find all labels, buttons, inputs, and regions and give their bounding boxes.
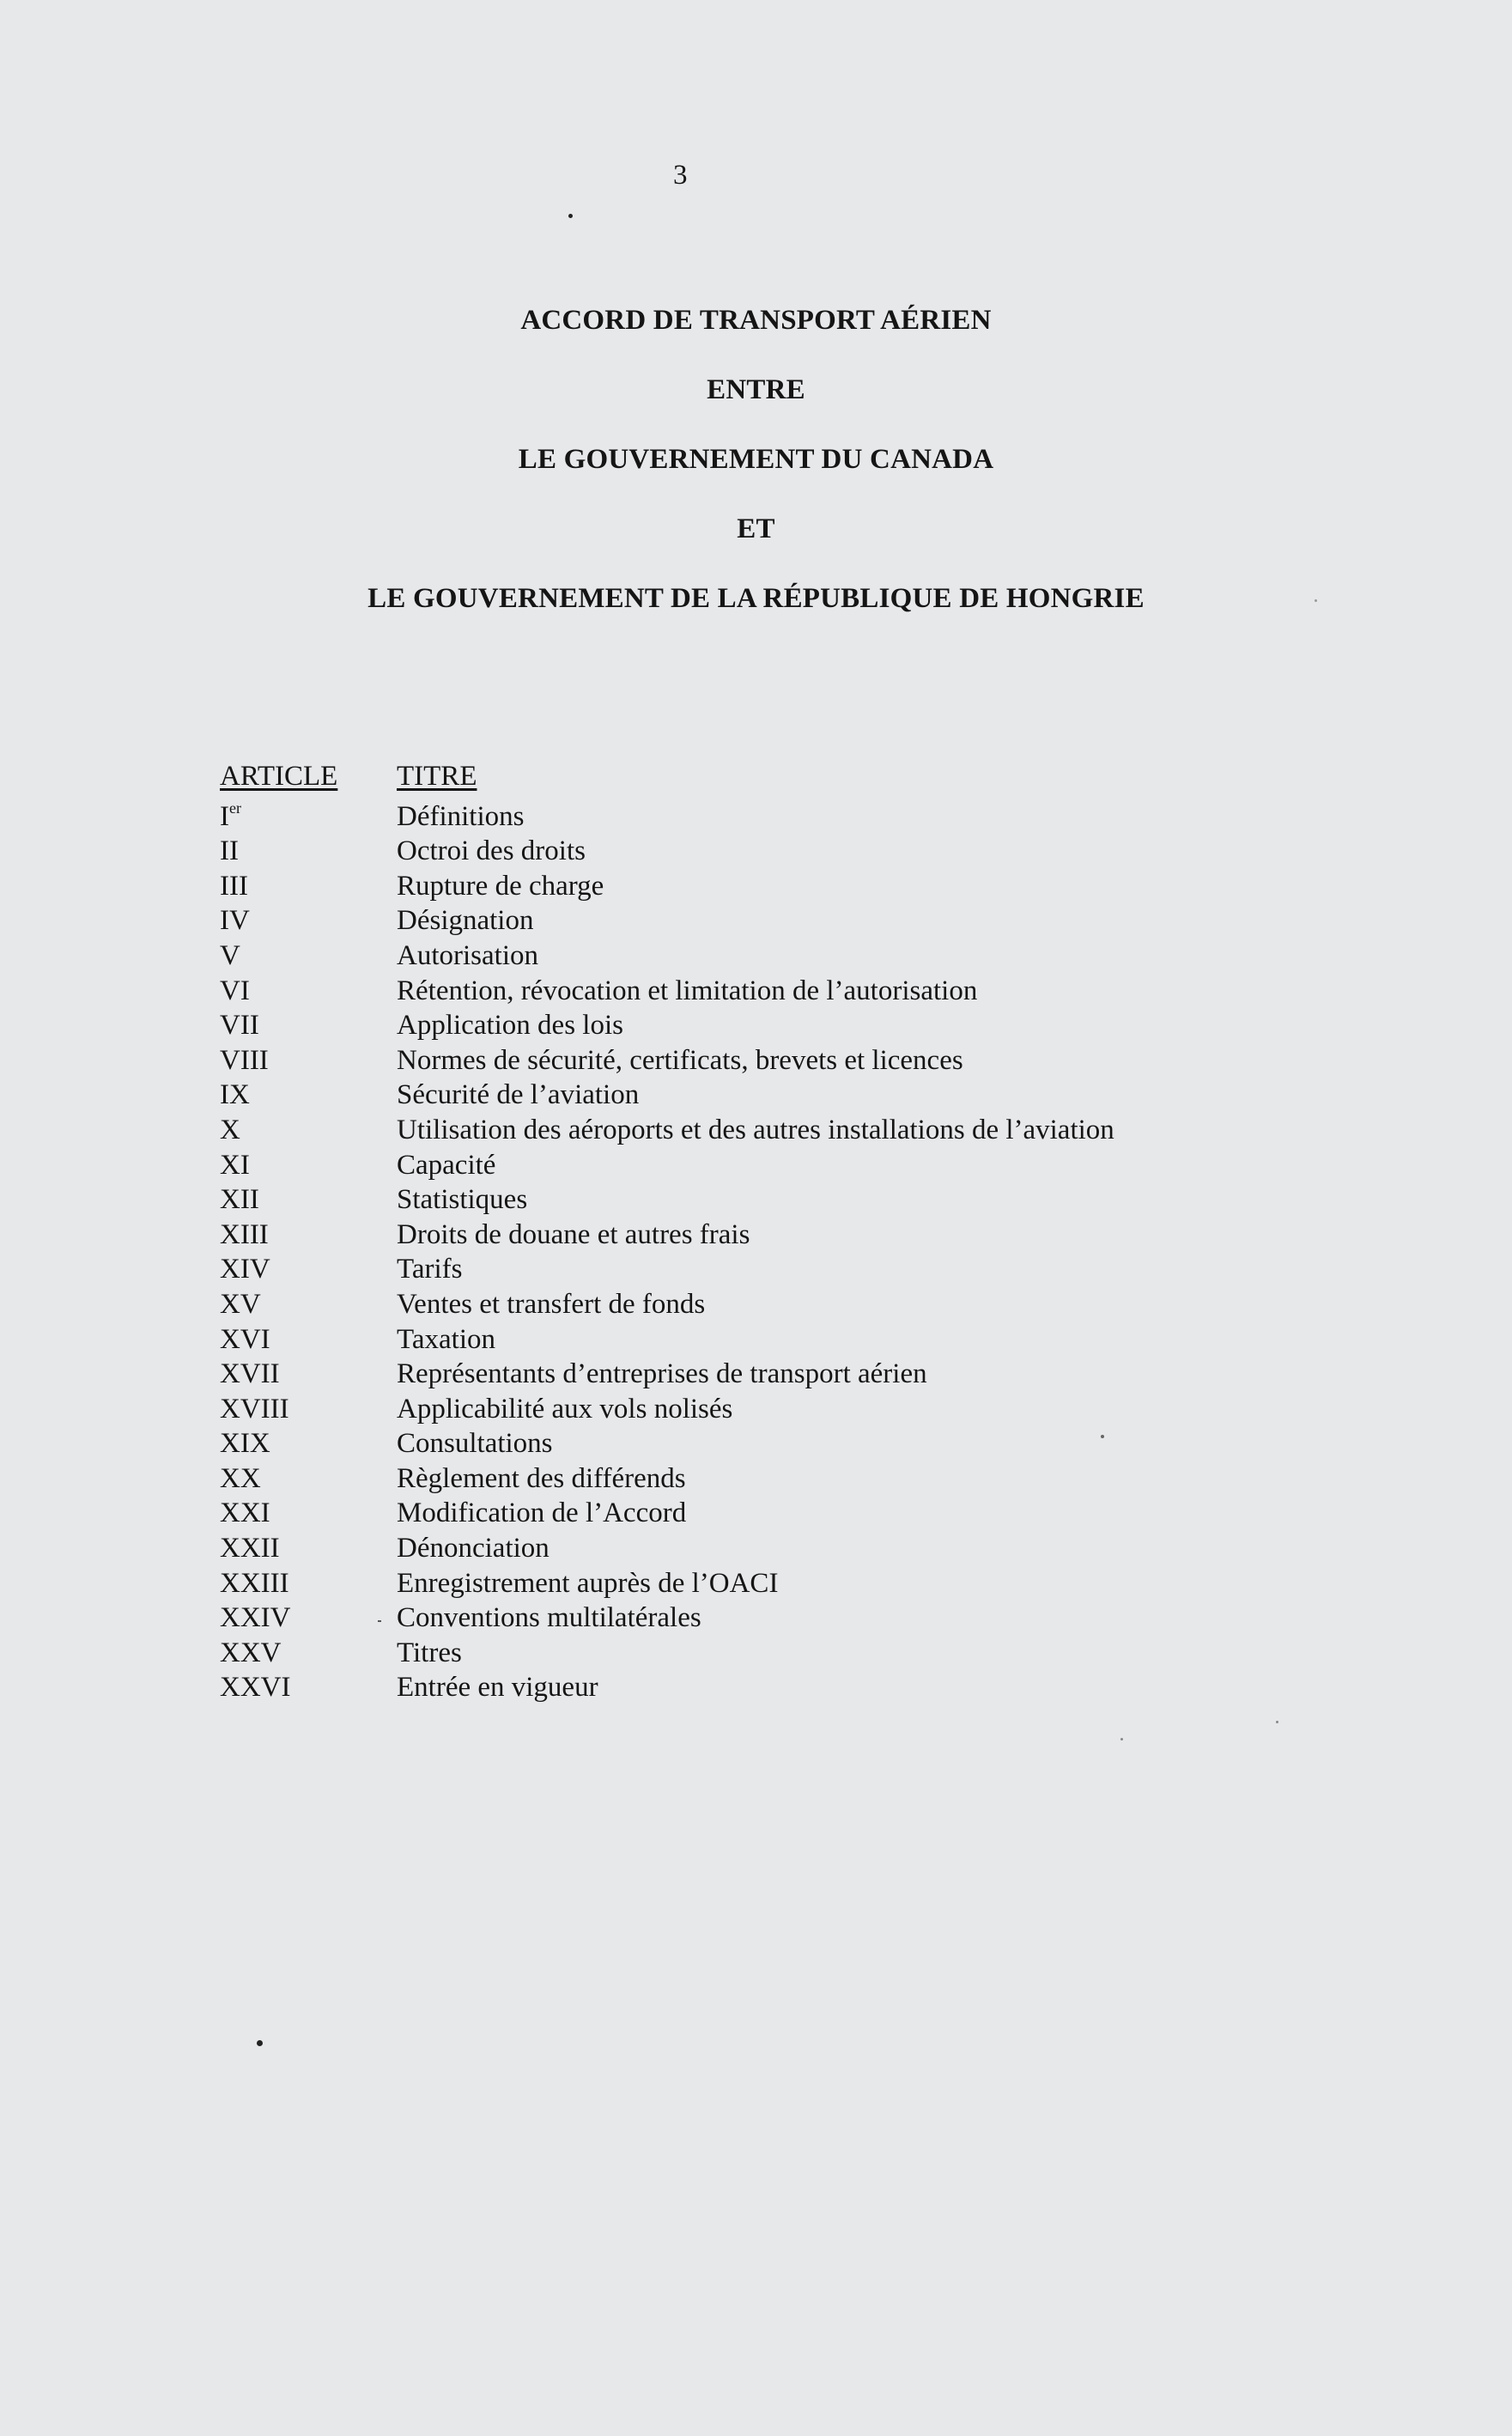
- article-numeral: XVI: [220, 1323, 270, 1355]
- article-numeral: V: [220, 939, 240, 971]
- article-number: [220, 974, 397, 1009]
- article-number: [220, 1601, 397, 1636]
- toc-row: [220, 1357, 1114, 1392]
- article-title: Dénonciation: [397, 1533, 550, 1564]
- title-line-5: LE GOUVERNEMENT DE LA RÉPUBLIQUE DE HONGRIE: [367, 583, 1145, 614]
- toc-row: [220, 1252, 1114, 1287]
- article-title: Rétention, révocation et limitation de l’autorisation: [397, 975, 978, 1006]
- article-title: Ventes et transfert de fonds: [397, 1288, 706, 1320]
- article-numeral: XIV: [220, 1254, 270, 1285]
- article-numeral: XII: [220, 1184, 259, 1216]
- article-number: [220, 1113, 397, 1148]
- article-numeral: XXVI: [220, 1672, 291, 1704]
- article-number: [220, 799, 397, 835]
- article-numeral: XXII: [220, 1533, 280, 1564]
- article-title: Entrée en vigueur: [397, 1672, 598, 1704]
- article-number: [220, 1670, 397, 1705]
- article-number: [220, 939, 397, 974]
- article-title: Octroi des droits: [397, 835, 586, 867]
- article-numeral: XI: [220, 1149, 250, 1181]
- article-title: Autorisation: [397, 939, 538, 971]
- article-number: [220, 834, 397, 869]
- toc-row: [220, 1322, 1114, 1358]
- article-numeral: VII: [220, 1010, 259, 1042]
- toc-row: [220, 939, 1114, 974]
- article-title: Capacité: [397, 1149, 496, 1181]
- article-numeral: VIII: [220, 1044, 269, 1076]
- article-number: [220, 1008, 397, 1043]
- article-title: Définitions: [397, 800, 525, 832]
- toc-row: [220, 1182, 1114, 1218]
- article-number: [220, 1392, 397, 1427]
- article-title: Taxation: [397, 1323, 495, 1355]
- toc-row: [220, 869, 1114, 904]
- toc-row: [220, 903, 1114, 939]
- article-numeral: IV: [220, 905, 250, 937]
- article-number: [220, 1182, 397, 1218]
- article-title: Tarifs: [397, 1254, 463, 1285]
- article-title: Applicabilité aux vols nolisés: [397, 1393, 733, 1425]
- article-title: Normes de sécurité, certificats, brevets et licences: [397, 1044, 963, 1076]
- toc-header-title: TITRE: [397, 761, 477, 792]
- article-title: Statistiques: [397, 1184, 528, 1216]
- article-numeral: XIII: [220, 1218, 269, 1250]
- title-line-1: ACCORD DE TRANSPORT AÉRIEN: [520, 305, 992, 336]
- article-title: Représentants d’entreprises de transport aérien: [397, 1358, 927, 1390]
- speck-mark: [257, 2040, 263, 2046]
- speck-mark: [1120, 1738, 1123, 1740]
- article-title: Utilisation des aéroports et des autres installations de l’aviation: [397, 1114, 1114, 1145]
- title-line-4: ET: [737, 513, 775, 544]
- article-title: Consultations: [397, 1428, 553, 1460]
- article-number: [220, 1531, 397, 1566]
- article-numeral: XX: [220, 1462, 261, 1494]
- toc-row: [220, 1531, 1114, 1566]
- article-number: [220, 1636, 397, 1671]
- article-numeral-suffix: er: [229, 799, 241, 817]
- article-title: Application des lois: [397, 1010, 623, 1042]
- article-number: [220, 1148, 397, 1183]
- toc-row: [220, 1566, 1114, 1601]
- toc-row: [220, 1392, 1114, 1427]
- title-line-2: ENTRE: [707, 374, 805, 405]
- article-numeral: I: [220, 800, 229, 832]
- article-title: Enregistrement auprès de l’OACI: [397, 1567, 779, 1599]
- title-line-3: LE GOUVERNEMENT DU CANADA: [518, 444, 994, 475]
- article-title: Droits de douane et autres frais: [397, 1218, 750, 1250]
- article-numeral: X: [220, 1114, 240, 1145]
- speck-mark: [568, 214, 573, 218]
- article-number: [220, 1426, 397, 1461]
- article-numeral: XXI: [220, 1497, 270, 1529]
- toc-row: [220, 799, 1114, 835]
- article-numeral: XV: [220, 1288, 261, 1320]
- toc-row: [220, 1148, 1114, 1183]
- toc-row: [220, 834, 1114, 869]
- article-number: [220, 1287, 397, 1322]
- toc-row: [220, 1078, 1114, 1113]
- article-numeral: III: [220, 870, 248, 902]
- article-number: [220, 869, 397, 904]
- speck-mark: [1101, 1435, 1104, 1438]
- article-number: [220, 1252, 397, 1287]
- article-number: [220, 1322, 397, 1358]
- article-number: [220, 1043, 397, 1078]
- article-numeral: XVII: [220, 1358, 280, 1390]
- article-title: Titres: [397, 1637, 462, 1668]
- toc-header-article: [220, 759, 397, 794]
- article-numeral: XIX: [220, 1428, 270, 1460]
- article-number: [220, 1218, 397, 1253]
- article-number: [220, 903, 397, 939]
- article-numeral: XXIII: [220, 1567, 289, 1599]
- article-numeral: VI: [220, 975, 250, 1006]
- article-title: Désignation: [397, 905, 534, 937]
- article-numeral: XVIII: [220, 1393, 289, 1425]
- article-title: Rupture de charge: [397, 870, 604, 902]
- article-number: [220, 1496, 397, 1531]
- toc-row: [220, 1461, 1114, 1497]
- toc-row: [220, 1218, 1114, 1253]
- article-numeral: XXV: [220, 1637, 282, 1668]
- article-title: Règlement des différends: [397, 1462, 686, 1494]
- toc-row: [220, 1670, 1114, 1705]
- toc-row: [220, 1636, 1114, 1671]
- toc-row: [220, 1287, 1114, 1322]
- article-title: Conventions multilatérales: [397, 1602, 701, 1634]
- article-number: [220, 1566, 397, 1601]
- article-number: [220, 1461, 397, 1497]
- speck-mark: [1315, 599, 1317, 602]
- toc-row: [220, 974, 1114, 1009]
- speck-mark: [378, 1620, 381, 1622]
- toc-rows: [220, 799, 1114, 1705]
- article-numeral: IX: [220, 1079, 250, 1111]
- toc-row: [220, 1043, 1114, 1078]
- article-numeral: II: [220, 835, 239, 867]
- article-title: Sécurité de l’aviation: [397, 1079, 640, 1111]
- toc-header: [220, 759, 1114, 794]
- speck-mark: [1276, 1721, 1278, 1723]
- article-numeral: XXIV: [220, 1602, 291, 1634]
- toc-row: [220, 1601, 1114, 1636]
- toc-row: [220, 1113, 1114, 1148]
- toc-row: [220, 1008, 1114, 1043]
- table-of-contents: [220, 759, 1114, 1705]
- article-number: [220, 1078, 397, 1113]
- article-title: Modification de l’Accord: [397, 1497, 687, 1529]
- article-number: [220, 1357, 397, 1392]
- toc-row: [220, 1426, 1114, 1461]
- toc-header-article-label: ARTICLE: [220, 761, 338, 792]
- toc-row: [220, 1496, 1114, 1531]
- page-number: 3: [673, 160, 688, 191]
